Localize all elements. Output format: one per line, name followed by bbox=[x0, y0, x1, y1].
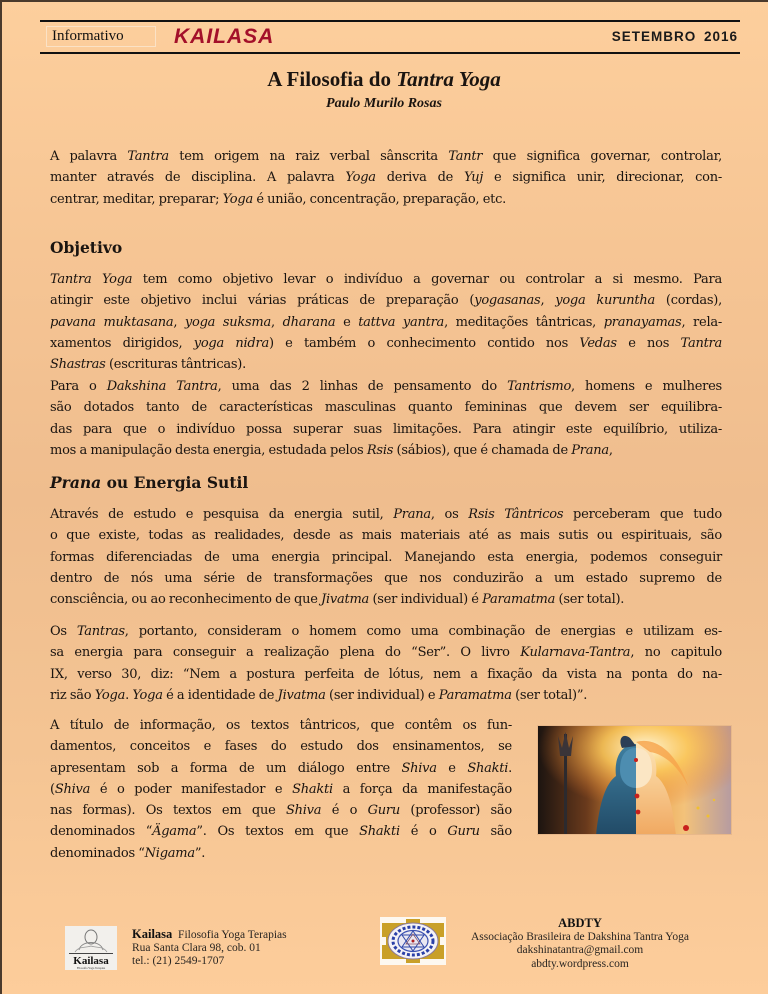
text-run: , portanto, consideram o homem como uma combinação de energias e utilizam es- bbox=[124, 624, 722, 639]
emphasis-text: Kularnava-Tantra bbox=[520, 645, 631, 661]
heading-prana-plain: ou Energia Sutil bbox=[101, 473, 249, 492]
header-rule-bottom bbox=[40, 52, 740, 54]
emphasis-text: Vedas bbox=[579, 335, 617, 351]
text-line bbox=[50, 397, 722, 418]
emphasis-text: Yoga bbox=[132, 687, 163, 703]
emphasis-text: Shakti bbox=[467, 760, 509, 776]
text-run: , uma das 2 linhas de pensamento do bbox=[217, 379, 508, 394]
shiva-shakti-image bbox=[537, 725, 732, 835]
page-border-left bbox=[0, 0, 2, 994]
emphasis-text: Shakti bbox=[359, 824, 400, 840]
text-line bbox=[50, 419, 722, 440]
text-run: é o bbox=[321, 803, 368, 819]
text-run: ”. bbox=[194, 845, 206, 861]
text-line bbox=[50, 312, 722, 333]
text-run: atingir este objetivo inclui várias práticas de preparação ( bbox=[50, 293, 475, 309]
emphasis-text: Prana bbox=[393, 507, 431, 522]
text-run: formas diferenciadas de uma energia principal. Manejando esta energia, podemos conseguir bbox=[50, 549, 722, 565]
emphasis-text: Rsis Tântricos bbox=[468, 507, 564, 522]
emphasis-text: Yoga bbox=[222, 191, 253, 207]
text-line bbox=[50, 779, 512, 800]
emphasis-text: Paramatma bbox=[482, 592, 556, 608]
prana-paragraph-1 bbox=[50, 504, 722, 610]
emphasis-text: yoga nidra bbox=[193, 335, 269, 351]
emphasis-text: Paramatma bbox=[438, 687, 512, 703]
emphasis-text: yogasanas bbox=[474, 293, 541, 309]
emphasis-text: Tantr bbox=[448, 149, 483, 164]
text-run: é o bbox=[399, 824, 448, 840]
emphasis-text: Prana bbox=[571, 442, 609, 458]
text-run: , homens e mulheres bbox=[571, 379, 722, 394]
text-run: , rela- bbox=[681, 314, 723, 330]
kailasa-logo bbox=[65, 926, 117, 970]
text-run: , bbox=[271, 314, 283, 330]
text-run: (ser total). bbox=[555, 592, 625, 608]
emphasis-text: tattva yantra bbox=[358, 314, 445, 330]
emphasis-text: pranayamas bbox=[603, 314, 682, 330]
kailasa-logo-text: Kailasa bbox=[73, 955, 109, 967]
article-title-italic: Tantra Yoga bbox=[396, 67, 501, 91]
text-run: a força da manifestação bbox=[332, 781, 512, 797]
text-run: são dotados tanto de características masculinas quanto femininas que devem ser equilibra- bbox=[50, 400, 722, 416]
sri-yantra-icon bbox=[380, 917, 446, 965]
text-run: A título de informação, os textos tântricos, que contêm os fun- bbox=[50, 718, 512, 733]
abdty-website[interactable]: abdty.wordpress.com bbox=[531, 957, 629, 970]
newsletter-label: Informativo bbox=[46, 26, 156, 47]
text-run: que significa governar, controlar, bbox=[482, 149, 722, 164]
emphasis-text: Jivatma bbox=[321, 592, 370, 608]
text-run: (cordas), bbox=[655, 293, 723, 309]
text-line bbox=[50, 568, 722, 589]
text-line bbox=[50, 621, 722, 642]
text-run: . bbox=[508, 760, 512, 776]
emphasis-text: Yoga bbox=[94, 687, 126, 703]
text-run: (ser total)”. bbox=[511, 687, 588, 703]
text-run: e nos bbox=[616, 335, 681, 351]
text-run: ( bbox=[50, 781, 55, 797]
objetivo-paragraph-2 bbox=[50, 376, 722, 461]
text-run: Os bbox=[50, 624, 77, 639]
emphasis-text: Nigama bbox=[144, 845, 195, 861]
text-run: tem como objetivo levar o indivíduo a governar ou controlar a si mesmo. Para bbox=[132, 272, 722, 287]
abdty-email[interactable]: dakshinatantra@gmail.com bbox=[516, 944, 644, 956]
text-run: apresentam sob a forma de um diálogo entre bbox=[50, 760, 402, 776]
text-line bbox=[50, 189, 722, 210]
emphasis-text: Yuj bbox=[464, 170, 484, 186]
emphasis-text: yoga suksma bbox=[184, 314, 272, 330]
text-run: das para que o indivíduo possa superar suas limitações. Para atingir este equilíbrio, utiliza- bbox=[50, 421, 722, 437]
kailasa-contact bbox=[132, 928, 287, 968]
text-line bbox=[50, 269, 722, 290]
article-author: Paulo Murilo Rosas bbox=[326, 96, 442, 111]
text-run: damentos, conceitos e fases do estudo dos ensinamentos, se bbox=[50, 739, 512, 755]
abdty-contact bbox=[450, 917, 710, 971]
emphasis-text: Tantra bbox=[680, 335, 723, 351]
text-run: , no capitulo bbox=[630, 645, 722, 661]
text-line bbox=[50, 843, 512, 864]
kailasa-address: Rua Santa Clara 98, cob. 01 bbox=[132, 942, 261, 954]
section-heading-objetivo: Objetivo bbox=[50, 238, 123, 257]
text-run: é o poder manifestador e bbox=[90, 781, 293, 797]
text-line bbox=[50, 736, 512, 757]
text-run: . bbox=[125, 687, 133, 703]
text-line bbox=[50, 642, 722, 663]
text-run: , meditações tântricas, bbox=[444, 314, 604, 330]
text-run: xamentos dirigidos, bbox=[50, 335, 194, 351]
newsletter-brand: KAILASA bbox=[174, 25, 275, 48]
emphasis-text: Guru bbox=[447, 824, 480, 840]
abdty-full-name: Associação Brasileira de Dakshina Tantra Yoga bbox=[470, 930, 690, 943]
text-run: é a identidade de bbox=[162, 687, 278, 703]
emphasis-text: Shiva bbox=[285, 803, 322, 819]
heading-prana-italic: Prana bbox=[50, 473, 102, 492]
text-run: (ser individual) é bbox=[369, 592, 483, 608]
objetivo-paragraph-1 bbox=[50, 269, 722, 375]
text-run: consciência, ou ao reconhecimento de que bbox=[50, 592, 322, 608]
page-border-top bbox=[0, 0, 768, 2]
text-run: e bbox=[436, 760, 468, 776]
emphasis-text: Tantrismo bbox=[507, 379, 572, 394]
text-run: ) e também o conhecimento contido nos bbox=[268, 335, 580, 351]
text-run: IX, verso 30, diz: “Nem a postura perfeita de lótus, nem a fixação da vista na ponta do na- bbox=[50, 666, 722, 682]
text-run: centrar, meditar, preparar; bbox=[50, 191, 223, 207]
text-run: , bbox=[173, 314, 185, 330]
kailasa-phone: tel.: (21) 2549-1707 bbox=[132, 955, 225, 967]
text-run: Através de estudo e pesquisa da energia sutil, bbox=[50, 507, 394, 522]
text-run: , bbox=[540, 293, 556, 309]
shiva-shakti-illustration-icon bbox=[538, 726, 732, 835]
emphasis-text: Yoga bbox=[345, 170, 376, 186]
kailasa-logo-subtext: Filosofia Yoga Terapias bbox=[76, 966, 106, 970]
emphasis-text: Tantra bbox=[127, 149, 169, 164]
text-line bbox=[50, 547, 722, 568]
emphasis-text: Shiva bbox=[54, 781, 91, 797]
emphasis-text: Guru bbox=[367, 803, 400, 819]
intro-paragraph bbox=[50, 146, 722, 210]
abdty-acronym: ABDTY bbox=[558, 916, 602, 930]
header-rule-top bbox=[40, 20, 740, 22]
text-run: Para o bbox=[50, 379, 107, 394]
text-run: mos a manipulação desta energia, estudada pelos bbox=[50, 442, 367, 458]
emphasis-text: Rsis bbox=[366, 442, 394, 458]
emphasis-text: Shastras bbox=[50, 357, 106, 373]
text-run: e significa unir, direcionar, con- bbox=[483, 170, 722, 186]
text-run: (escrituras tântricas). bbox=[105, 357, 246, 373]
sri-yantra-logo bbox=[380, 917, 446, 965]
text-run: sa energia para conseguir a realização plena do “Ser”. O livro bbox=[50, 645, 521, 661]
text-line bbox=[50, 800, 512, 821]
text-run: denominados “ bbox=[50, 845, 145, 861]
text-line bbox=[50, 685, 722, 706]
emphasis-text: Tantras bbox=[76, 624, 125, 639]
kailasa-tagline: Filosofia Yoga Terapias bbox=[178, 929, 287, 941]
kailasa-logo-icon bbox=[65, 926, 117, 970]
kailasa-name: Kailasa bbox=[132, 927, 173, 941]
article-title bbox=[0, 66, 768, 92]
text-run: deriva de bbox=[375, 170, 465, 186]
prana-paragraph-3 bbox=[50, 715, 512, 864]
text-line bbox=[50, 376, 722, 397]
text-run: denominados “ bbox=[50, 824, 153, 840]
text-line bbox=[50, 715, 512, 736]
text-line bbox=[50, 290, 722, 311]
emphasis-text: Shiva bbox=[401, 760, 437, 776]
text-run: são bbox=[479, 824, 512, 840]
emphasis-text: Dakshina Tantra bbox=[106, 379, 218, 394]
text-run: manter através de disciplina. A palavra bbox=[50, 170, 346, 186]
emphasis-text: Ägama bbox=[152, 824, 197, 840]
emphasis-text: yoga kuruntha bbox=[555, 293, 655, 309]
prana-paragraph-2 bbox=[50, 621, 722, 706]
text-run: riz são bbox=[50, 687, 95, 703]
text-run: e bbox=[335, 314, 359, 330]
article-title-plain: A Filosofia do bbox=[267, 67, 397, 91]
text-line bbox=[50, 758, 512, 779]
emphasis-text: Tantra Yoga bbox=[50, 272, 133, 287]
section-heading-prana bbox=[50, 473, 248, 493]
text-run: (ser individual) e bbox=[325, 687, 439, 703]
text-line bbox=[50, 354, 722, 375]
text-run: tem origem na raiz verbal sânscrita bbox=[168, 149, 449, 164]
text-run: (professor) são bbox=[399, 803, 512, 819]
text-run: , os bbox=[430, 507, 469, 522]
issue-date: SETEMBRO 2016 bbox=[611, 29, 738, 44]
text-line bbox=[50, 664, 722, 685]
text-run: o que existe, todas as realidades, desde as mais materiais até as mais sutis ou espirituais, são bbox=[50, 528, 722, 544]
text-line bbox=[50, 333, 722, 354]
text-line bbox=[50, 504, 722, 525]
text-line bbox=[50, 440, 722, 461]
text-line bbox=[50, 821, 512, 842]
text-line bbox=[50, 167, 722, 188]
emphasis-text: Jivatma bbox=[277, 687, 326, 703]
text-line bbox=[50, 589, 722, 610]
text-run: é união, concentração, preparação, etc. bbox=[252, 191, 507, 207]
text-run: perceberam que tudo bbox=[563, 507, 722, 522]
emphasis-text: Shakti bbox=[292, 781, 333, 797]
text-run: A palavra bbox=[50, 149, 128, 164]
emphasis-text: pavana muktasana bbox=[50, 314, 174, 330]
text-line bbox=[50, 525, 722, 546]
emphasis-text: dharana bbox=[282, 314, 336, 330]
text-run: , bbox=[608, 442, 613, 458]
text-run: dentro de nós uma série de transformações que nos conduzirão a um estado supremo de bbox=[50, 570, 722, 586]
text-run: nas formas). Os textos em que bbox=[50, 803, 286, 819]
text-run: ”. Os textos em que bbox=[196, 824, 360, 840]
text-run: (sábios), que é chamada de bbox=[393, 442, 572, 458]
text-line bbox=[50, 146, 722, 167]
